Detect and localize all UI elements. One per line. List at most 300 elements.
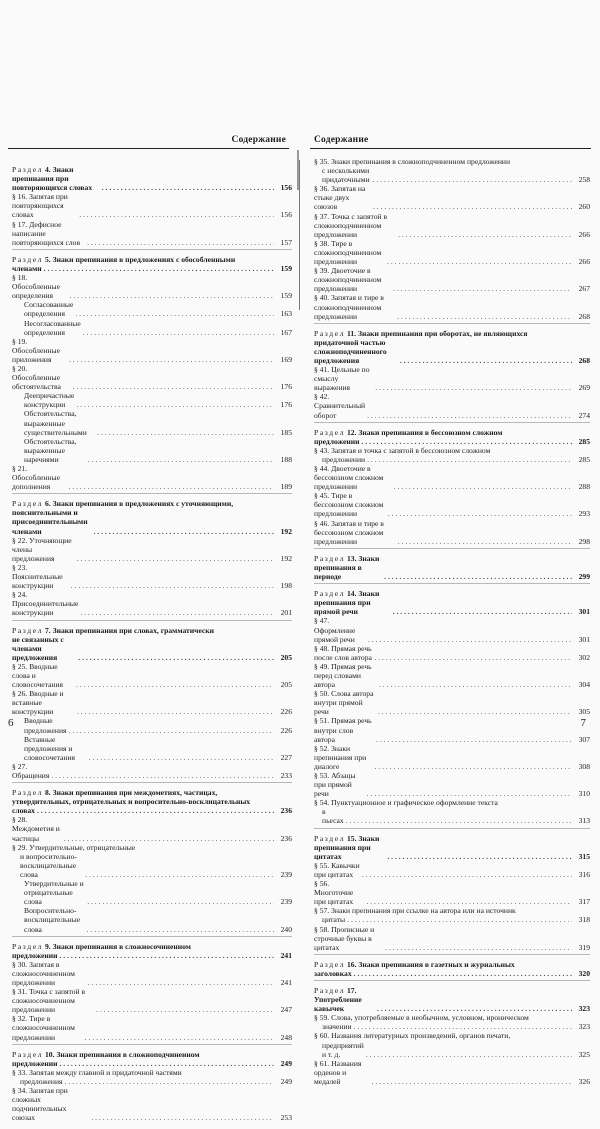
leader-dots <box>78 653 274 662</box>
toc-entry <box>12 437 292 464</box>
leader-dots <box>376 735 572 744</box>
entry-title: § 61. Названия орденов и медалей <box>314 1058 362 1086</box>
toc-entry <box>314 392 590 419</box>
leader-dots <box>368 635 572 644</box>
entry-title: Вставные предложения и словосочетания <box>24 734 76 762</box>
toc-entry <box>314 293 590 320</box>
section-heading <box>314 428 590 446</box>
entry-title: и вопросительно-восклицательные слова <box>20 851 77 879</box>
toc-entry <box>314 689 590 716</box>
leader-dots <box>75 309 274 318</box>
entry-page: 305 <box>578 707 590 717</box>
section-heading-line <box>12 508 292 535</box>
section-label <box>314 834 385 861</box>
entry-title: Несогласованные определения <box>24 318 81 337</box>
entry-page: 167 <box>280 327 292 337</box>
section-heading-line <box>12 255 292 264</box>
section-page: 268 <box>578 355 590 365</box>
toc-entry <box>314 906 590 915</box>
entry-title: § 46. Запятая и тире в бессоюзном сложном предложении <box>314 518 384 546</box>
header-rule <box>8 148 289 149</box>
entry-title: § 17. Дефисное написание повторяющихся слов <box>12 219 81 247</box>
section-heading <box>12 626 292 662</box>
entry-title: § 60. Названия литературных произведений, органов печати, <box>314 1031 511 1041</box>
entry-page: 239 <box>280 897 292 907</box>
entry-page: 239 <box>280 869 292 879</box>
toc-section <box>12 255 292 494</box>
section-title: Знаки препинания при словах, грамматически <box>52 625 215 635</box>
leader-dots <box>367 455 572 464</box>
leader-dots <box>71 581 274 590</box>
section-number: 10. <box>45 1049 55 1059</box>
toc-entry <box>314 266 590 293</box>
entry-title: § 23. Пояснительные конструкции <box>12 562 63 591</box>
entry-page: 267 <box>578 284 590 294</box>
razdel-word: Раздел <box>314 985 346 995</box>
entry-title: § 49. Прямая речь перед словами автора <box>314 661 372 690</box>
entry-page: 156 <box>280 210 292 220</box>
section-heading-line <box>12 635 292 662</box>
entry-title: § 50. Слова автора внутри прямой речи <box>314 689 374 717</box>
section-heading <box>12 255 292 273</box>
section-title: Знаки препинания в предложениях с уточняющими, <box>52 499 234 509</box>
razdel-word: Раздел <box>12 254 44 264</box>
section-title: Знаки препинания в сложносочиненном <box>52 941 191 951</box>
entry-page: 318 <box>578 915 590 925</box>
entry-title: § 20. Обособленные обстоятельства <box>12 363 61 392</box>
toc-entry <box>314 662 590 689</box>
entry-title: Вопросительно-восклицательные слова <box>24 906 81 934</box>
entry-page: 285 <box>578 454 590 464</box>
section-title-cont: не связанных с членами предложения <box>12 634 64 662</box>
section-title-cont: предложении <box>12 950 58 960</box>
entry-page: 169 <box>280 354 292 364</box>
section-title: Знаки препинания при повторяющихся словах <box>12 165 93 193</box>
razdel-word: Раздел <box>314 328 346 338</box>
section-title: Знаки препинания при прямой речи <box>314 589 380 617</box>
entry-page: 298 <box>578 536 590 546</box>
toc-section <box>12 165 292 250</box>
leader-dots <box>393 607 572 616</box>
section-title: Употребление кавычек <box>314 995 362 1014</box>
leader-dots <box>51 771 274 780</box>
entry-title: § 29. Утвердительные, отрицательные <box>12 842 136 852</box>
entry-title: предприятий и т. д. <box>322 1040 364 1059</box>
section-page: 192 <box>280 526 292 536</box>
toc-entry <box>314 455 590 464</box>
section-heading <box>314 554 590 581</box>
razdel-word: Раздел <box>314 589 346 599</box>
section-label <box>314 554 382 581</box>
entry-page: 253 <box>280 1113 292 1123</box>
entry-page: 302 <box>578 652 590 662</box>
toc-section <box>314 589 590 828</box>
toc-entry <box>12 319 292 337</box>
toc-entry <box>12 689 292 716</box>
entry-title: § 37. Точка с запятой в сложноподчиненном предложении <box>314 211 388 239</box>
entry-title: § 28. Междометия и частицы <box>12 815 60 843</box>
leader-dots <box>385 943 572 952</box>
toc-entry <box>12 536 292 563</box>
entry-title: Деепричастные конструкции <box>24 391 75 410</box>
section-page: 249 <box>280 1058 292 1068</box>
section-heading <box>12 1050 292 1068</box>
entry-page: 293 <box>578 509 590 519</box>
entry-title: § 36. Запятая на стыке двух союзов <box>314 184 366 212</box>
entry-title: Обстоятельства, выраженные наречиями <box>24 436 77 464</box>
toc-entry <box>12 1077 292 1086</box>
entry-page: 323 <box>578 1022 590 1032</box>
entry-title: § 35. Знаки препинания в сложноподчиненном предложении <box>314 157 511 166</box>
leader-dots <box>397 312 572 321</box>
section-page: 241 <box>280 950 292 960</box>
section-page: 301 <box>578 607 590 617</box>
entry-title: § 30. Запятая в сложносочиненном предложении <box>12 959 75 987</box>
entry-page: 240 <box>280 924 292 934</box>
leader-dots <box>59 951 274 960</box>
razdel-word: Раздел <box>314 833 346 843</box>
toc-entry <box>12 192 292 219</box>
razdel-word: Раздел <box>314 959 346 969</box>
entry-title: § 31. Точка с запятой в сложносочиненном предложении <box>12 987 86 1015</box>
leader-dots <box>384 572 572 581</box>
running-head: Содержание <box>231 135 286 145</box>
razdel-word: Раздел <box>12 1049 44 1059</box>
entry-page: 308 <box>578 761 590 771</box>
leader-dots <box>69 355 274 364</box>
entry-page: 304 <box>578 680 590 690</box>
entry-title: предложения <box>20 1076 63 1086</box>
toc-entry <box>12 563 292 590</box>
razdel-word: Раздел <box>12 788 44 798</box>
toc-entry <box>12 300 292 318</box>
section-heading-line <box>12 264 292 273</box>
section-page: 285 <box>578 436 590 446</box>
toc-section <box>12 942 292 1045</box>
entry-page: 205 <box>280 680 292 690</box>
entry-title: § 41. Цельные по смыслу выражения <box>314 365 370 393</box>
toc-entry <box>12 1014 292 1041</box>
toc-entry <box>314 798 590 807</box>
leader-dots <box>94 527 274 536</box>
toc-entry <box>12 762 292 780</box>
entry-title: § 52. Знаки препинания при диалоге <box>314 743 367 771</box>
entry-page: 266 <box>578 257 590 267</box>
entry-page: 248 <box>280 1032 292 1042</box>
toc-entry <box>314 1031 590 1040</box>
leader-dots <box>83 328 274 337</box>
toc-entry <box>314 1013 590 1022</box>
section-heading <box>314 986 590 1013</box>
entry-title: § 51. Прямая речь внутри слов автора <box>314 716 372 744</box>
razdel-word: Раздел <box>12 941 44 951</box>
toc-section <box>314 960 590 981</box>
leader-dots <box>97 428 274 437</box>
section-title: Знаки препинания в сложноподчиненном <box>56 1049 200 1059</box>
entry-title: § 53. Абзацы при прямой речи <box>314 771 356 799</box>
entry-page: 310 <box>578 789 590 799</box>
entry-page: 269 <box>578 383 590 393</box>
entry-title: § 45. Тире в бессоюзном сложном предложении <box>314 491 384 519</box>
leader-dots <box>102 183 274 192</box>
section-title-cont: придаточной частью сложноподчиненного предложения <box>314 337 387 365</box>
section-number: 9. <box>45 941 51 951</box>
entry-page: 198 <box>280 581 292 591</box>
leader-dots <box>387 257 572 266</box>
toc-section <box>314 329 590 423</box>
leader-dots <box>87 897 274 906</box>
toc-entry <box>314 861 590 879</box>
section-title: Знаки препинания при междометиях, частицах, <box>52 788 218 798</box>
entry-page: 236 <box>280 833 292 843</box>
leader-dots <box>77 707 274 716</box>
leader-dots <box>400 356 572 365</box>
leader-dots <box>76 400 274 409</box>
leader-dots <box>37 806 274 815</box>
leader-dots <box>88 978 274 987</box>
entry-page: 316 <box>578 869 590 879</box>
leader-dots <box>388 509 572 518</box>
table-of-contents <box>314 157 590 1093</box>
section-title-cont: предложении <box>314 436 360 446</box>
entry-title: § 25. Вводные слова и словосочетания <box>12 661 64 690</box>
toc-section <box>314 157 590 324</box>
section-heading-line <box>12 806 292 815</box>
section-heading <box>314 960 590 978</box>
toc-entry <box>314 491 590 518</box>
leader-dots <box>354 969 572 978</box>
section-heading <box>12 942 292 960</box>
leader-dots <box>367 411 572 420</box>
leader-dots <box>73 382 274 391</box>
leader-dots <box>379 680 572 689</box>
toc-entry <box>12 220 292 247</box>
entry-page: 201 <box>280 608 292 618</box>
section-heading-line <box>12 1050 292 1059</box>
entry-title: § 32. Тире в сложносочиненном предложении <box>12 1014 75 1042</box>
section-page: 320 <box>578 968 590 978</box>
entry-title: § 34. Запятая при сложных подчинительных союзах <box>12 1086 68 1123</box>
toc-entry <box>12 391 292 409</box>
section-number: 13. <box>347 553 357 563</box>
table-of-contents <box>12 165 292 1129</box>
entry-page: 326 <box>578 1076 590 1086</box>
section-page: 236 <box>280 806 292 816</box>
entry-title: § 16. Запятая при повторяющихся словах <box>12 192 68 220</box>
section-title: Знаки препинания в периоде <box>314 553 380 582</box>
leader-dots <box>374 653 572 662</box>
leader-dots <box>64 834 274 843</box>
section-heading <box>314 329 590 365</box>
toc-entry <box>12 716 292 734</box>
section-label <box>314 986 375 1013</box>
section-page: 299 <box>578 572 590 582</box>
entry-page: 313 <box>578 816 590 826</box>
entry-title: § 54. Пунктуационное и графическое оформление текста <box>314 798 498 808</box>
section-heading-line <box>314 437 590 446</box>
section-heading-line <box>12 499 292 508</box>
razdel-word: Раздел <box>314 427 346 437</box>
toc-entry <box>314 616 590 643</box>
section-title: Знаки препинания при оборотах, не являющихся <box>357 328 528 338</box>
leader-dots <box>362 870 572 879</box>
toc-entry <box>12 364 292 391</box>
entry-page: 249 <box>280 1076 292 1086</box>
section-number: 14. <box>347 589 357 599</box>
toc-entry <box>314 157 590 166</box>
toc-entry <box>12 843 292 852</box>
section-page: 315 <box>578 851 590 861</box>
leader-dots <box>372 1077 572 1086</box>
section-heading <box>314 834 590 861</box>
entry-page: 268 <box>578 311 590 321</box>
entry-page: 227 <box>280 752 292 762</box>
entry-page: 188 <box>280 454 292 464</box>
leader-dots <box>88 455 274 464</box>
entry-title: предложении <box>322 454 366 464</box>
toc-entry <box>12 815 292 842</box>
left-page <box>0 0 300 1123</box>
entry-title: значении <box>322 1022 352 1032</box>
leader-dots <box>346 816 572 825</box>
entry-title: § 38. Тире в сложноподчиненном предложении <box>314 238 382 267</box>
toc-section <box>314 428 590 549</box>
entry-page: 301 <box>578 634 590 644</box>
section-title-cont: предложении <box>12 1058 58 1068</box>
section-title: Знаки препинания при цитатах <box>314 833 380 861</box>
toc-section <box>12 1050 292 1125</box>
leader-dots <box>44 264 274 273</box>
page-number: 7 <box>580 717 586 729</box>
toc-entry <box>314 1041 590 1059</box>
section-title: Знаки препинания в бессоюзном сложном <box>358 427 503 437</box>
toc-entry <box>314 446 590 455</box>
toc-entry <box>314 879 590 906</box>
entry-page: 226 <box>280 707 292 717</box>
toc-section <box>314 986 590 1088</box>
toc-entry <box>314 184 590 211</box>
leader-dots <box>85 870 274 879</box>
entry-title: § 18. Обособленные определения <box>12 273 60 301</box>
section-heading-line <box>12 626 292 635</box>
entry-page: 226 <box>280 725 292 735</box>
leader-dots <box>347 915 572 924</box>
section-page: 159 <box>280 263 292 273</box>
section-title: Знаки препинания в предложениях с обособленными <box>52 254 236 264</box>
section-heading-line <box>314 969 590 978</box>
leader-dots <box>69 726 274 735</box>
entry-title: § 59. Слова, употребляемые в необычном, условном, ироническом <box>314 1013 529 1023</box>
section-number: 16. <box>347 959 357 969</box>
section-number: 8. <box>45 788 51 798</box>
entry-title: Обстоятельства, выраженные существительными <box>24 409 87 437</box>
entry-title: § 27. Обращения <box>12 761 50 780</box>
toc-entry <box>314 166 590 184</box>
entry-page: 258 <box>578 175 590 185</box>
entry-title: в пьесах <box>322 807 344 826</box>
leader-dots <box>366 897 572 906</box>
entry-title: § 21. Обособленные дополнения <box>12 464 60 492</box>
section-number: 15. <box>347 833 357 843</box>
leader-dots <box>377 1004 572 1013</box>
razdel-word: Раздел <box>12 625 44 635</box>
toc-entry <box>314 771 590 798</box>
toc-entry <box>314 807 590 825</box>
section-number: 7. <box>45 625 51 635</box>
section-page: 323 <box>578 1004 590 1014</box>
entry-page: 274 <box>578 410 590 420</box>
section-heading-line <box>314 329 590 338</box>
toc-entry <box>314 365 590 392</box>
leader-dots <box>70 291 274 300</box>
section-heading-line <box>12 942 292 951</box>
leader-dots <box>80 608 274 617</box>
section-number: 5. <box>45 254 51 264</box>
section-title-cont: словах <box>12 806 35 816</box>
entry-title: § 56. Многоточие при цитатах <box>314 879 354 907</box>
section-title-cont: заголовках <box>314 968 352 978</box>
entry-title: § 33. Запятая между главной и придаточной частями <box>12 1067 182 1077</box>
entry-title: § 26. Вводные и вставные конструкции <box>12 689 64 717</box>
toc-entry <box>314 212 590 239</box>
entry-page: 185 <box>280 427 292 437</box>
toc-entry <box>12 1068 292 1077</box>
toc-entry <box>12 1086 292 1122</box>
razdel-word: Раздел <box>12 499 44 509</box>
toc-entry <box>314 519 590 546</box>
section-heading <box>12 788 292 815</box>
section-number: 11. <box>347 328 357 338</box>
entry-title: Вводные предложения <box>24 716 67 735</box>
entry-page: 163 <box>280 309 292 319</box>
leader-dots <box>77 554 274 563</box>
toc-entry <box>314 644 590 662</box>
toc-entry <box>12 735 292 762</box>
toc-entry <box>12 879 292 906</box>
toc-entry <box>314 1059 590 1086</box>
toc-entry <box>314 744 590 771</box>
toc-entry <box>12 906 292 933</box>
entry-page: 176 <box>280 400 292 410</box>
entry-page: 241 <box>280 977 292 987</box>
entry-page: 159 <box>280 291 292 301</box>
entry-title: § 39. Двоеточие в сложноподчиненном предложении <box>314 266 382 294</box>
entry-page: 192 <box>280 553 292 563</box>
leader-dots <box>366 1050 572 1059</box>
leader-dots <box>398 230 572 239</box>
section-title-cont: пояснительными и присоединительными членами <box>12 508 88 536</box>
entry-page: 317 <box>578 897 590 907</box>
leader-dots <box>367 789 572 798</box>
toc-entry <box>12 273 292 300</box>
leader-dots <box>398 537 572 546</box>
toc-entry <box>12 590 292 617</box>
toc-section <box>12 788 292 937</box>
toc-entry <box>314 716 590 743</box>
leader-dots <box>354 1022 572 1031</box>
entry-page: 288 <box>578 482 590 492</box>
entry-title: § 48. Прямая речь после слов автора <box>314 643 372 662</box>
toc-entry <box>314 1022 590 1031</box>
razdel-word: Раздел <box>314 553 346 563</box>
section-title: Знаки препинания в газетных и журнальных <box>358 959 515 969</box>
toc-entry <box>12 960 292 987</box>
entry-page: 247 <box>280 1005 292 1015</box>
entry-page: 319 <box>578 942 590 952</box>
entry-page: 325 <box>578 1049 590 1059</box>
section-number: 12. <box>347 427 357 437</box>
section-heading-line <box>314 428 590 437</box>
